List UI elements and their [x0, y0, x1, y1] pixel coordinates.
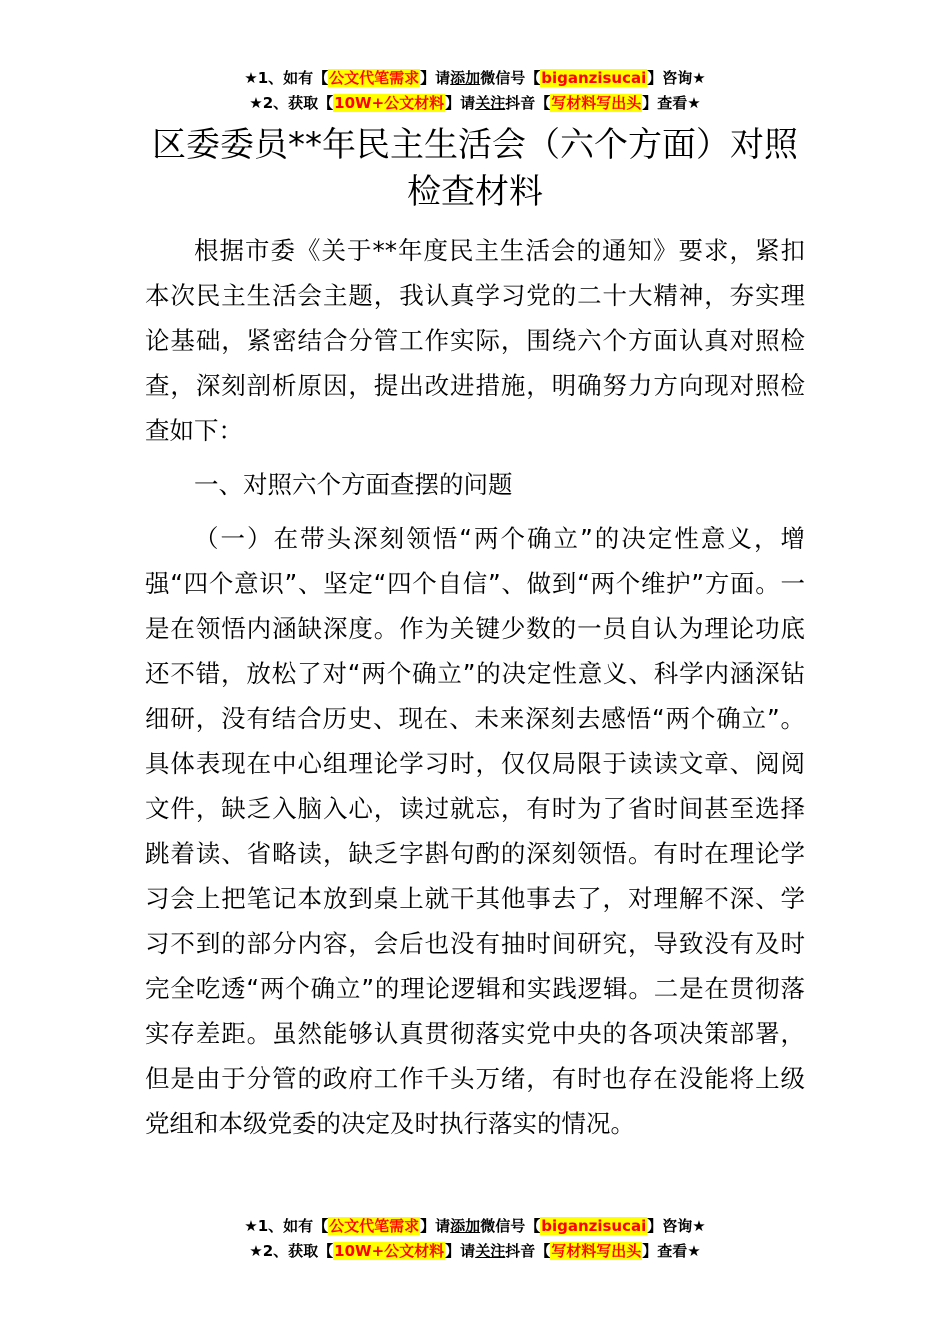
- promo-highlight: 10W+公文材料: [334, 1242, 445, 1260]
- promo-text: 】咨询: [647, 69, 693, 87]
- wechat-id-highlight: biganzisucai: [541, 1217, 647, 1235]
- promo-banner-top: [0, 66, 950, 116]
- promo-text: 】查看: [642, 1242, 688, 1260]
- star-icon: ★: [687, 1242, 701, 1260]
- promo-underline: 添加: [450, 69, 481, 87]
- promo-underline: 关注: [475, 1242, 506, 1260]
- douyin-id-highlight: 写材料写出头: [551, 94, 642, 112]
- promo-underline: 添加: [450, 1217, 481, 1235]
- promo-text: 2、获取【: [262, 94, 334, 112]
- star-icon: ★: [244, 69, 258, 87]
- star-icon: ★: [687, 94, 701, 112]
- star-icon: ★: [249, 94, 263, 112]
- promo-line-2: [0, 1239, 950, 1264]
- promo-text: 微信号【: [480, 1217, 541, 1235]
- promo-text: 1、如有【: [257, 1217, 329, 1235]
- promo-text: 】请: [445, 1242, 476, 1260]
- promo-line-1: [0, 66, 950, 91]
- promo-text: 】请: [420, 1217, 451, 1235]
- promo-banner-bottom: [0, 1214, 950, 1264]
- promo-text: 】咨询: [647, 1217, 693, 1235]
- promo-text: 】请: [420, 69, 451, 87]
- promo-text: 抖音【: [505, 94, 551, 112]
- document-body: [145, 228, 805, 1146]
- promo-highlight: 公文代笔需求: [329, 1217, 420, 1235]
- promo-text: 】请: [445, 94, 476, 112]
- promo-line-2: [0, 91, 950, 116]
- promo-line-1: [0, 1214, 950, 1239]
- star-icon: ★: [692, 69, 706, 87]
- promo-text: 】查看: [642, 94, 688, 112]
- promo-underline: 关注: [475, 94, 506, 112]
- document-title: 区委委员**年民主生活会（六个方面）对照检查材料: [152, 125, 798, 212]
- wechat-id-highlight: biganzisucai: [541, 69, 647, 87]
- promo-highlight: 10W+公文材料: [334, 94, 445, 112]
- douyin-id-highlight: 写材料写出头: [551, 1242, 642, 1260]
- promo-text: 1、如有【: [257, 69, 329, 87]
- promo-text: 抖音【: [505, 1242, 551, 1260]
- body-paragraph: （一）在带头深刻领悟“两个确立”的决定性意义，增强“四个意识”、坚定“四个自信”、做到“两个维护”方面。一是在领悟内涵缺深度。作为关键少数的一员自认为理论功底还不错，放松了对“两个确立”的决定性意义、科学内涵深钻细研，没有结合历史、现在、未来深刻去感悟“两个确立”。具体表现在中心组理论学习时，仅仅局限于读读文章、阅阅文件，缺乏入脑入心，读过就忘，有时为了省时间甚至选择跳着读、省略读，缺乏字斟句酌的深刻领悟。有时在理论学习会上把笔记本放到桌上就干其他事去了，对理解不深、学习不到的部分内容，会后也没有抽时间研究，导致没有及时完全吃透“两个确立”的理论逻辑和实践逻辑。二是在贯彻落实存差距。虽然能够认真贯彻落实党中央的各项决策部署，但是由于分管的政府工作千头万绪，有时也存在没能将上级党组和本级党委的决定及时执行落实的情况。: [145, 524, 805, 1138]
- promo-text: 2、获取【: [262, 1242, 334, 1260]
- star-icon: ★: [692, 1217, 706, 1235]
- promo-highlight: 公文代笔需求: [329, 69, 420, 87]
- promo-text: 微信号【: [480, 69, 541, 87]
- section-heading: 一、对照六个方面查摆的问题: [194, 470, 513, 499]
- star-icon: ★: [244, 1217, 258, 1235]
- intro-paragraph: 根据市委《关于**年度民主生活会的通知》要求，紧扣本次民主生活会主题，我认真学习党的二十大精神，夯实理论基础，紧密结合分管工作实际，围绕六个方面认真对照检查，深刻剖析原因，提出改进措施，明确努力方向现对照检查如下：: [145, 236, 805, 445]
- star-icon: ★: [249, 1242, 263, 1260]
